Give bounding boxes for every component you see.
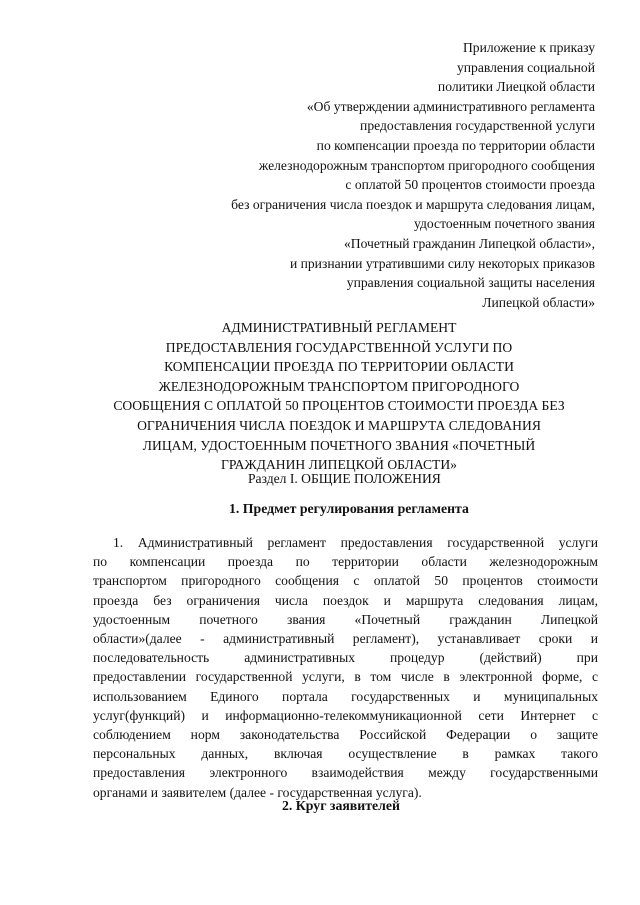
paragraph-line: предоставления электронного взаимодействия между государственными (93, 765, 598, 781)
paragraph-line: услуг(функций) и информационно-телекоммуникационной сети Интернет с (93, 707, 598, 723)
title-line: ЖЕЛЕЗНОДОРОЖНЫМ ТРАНСПОРТОМ ПРИГОРОДНОГО (158, 378, 520, 394)
paragraph-line: проезда без ограничения числа поездок и маршрута следования лицам, (93, 592, 598, 608)
paragraph-line: удостоенным почетного звания «Почетный гражданин Липецкой (93, 611, 598, 627)
appendix-line: Приложение к приказу (462, 40, 595, 55)
title-line: ГРАЖДАНИН ЛИПЕЦКОЙ ОБЛАСТИ» (221, 457, 457, 473)
appendix-line: без ограничения числа поездок и маршрута следования лицам, (231, 196, 595, 212)
appendix-line: удостоенным почетного звания (414, 216, 595, 232)
appendix-line: с оплатой 50 процентов стоимости проезда (345, 177, 595, 193)
appendix-line: предоставления государственной услуги (360, 118, 595, 134)
subheading-applicants: 2. Круг заявителей (282, 798, 400, 813)
appendix-line: политики Лиецкой области (437, 79, 595, 95)
title-line: ОГРАНИЧЕНИЯ ЧИСЛА ПОЕЗДОК И МАРШРУТА СЛЕДОВАНИЯ (137, 417, 541, 433)
paragraph-line: соблюдением норм законодательства Российской Федерации о защите (93, 727, 598, 743)
appendix-line: «Об утверждении административного регламента (306, 98, 595, 114)
title-line: АДМИНИСТРАТИВНЫЙ РЕГЛАМЕНТ (221, 320, 457, 335)
appendix-line: железнодорожным транспортом пригородного сообщения (258, 157, 595, 173)
paragraph-line: последовательность административных процедур (действий) при (93, 650, 598, 666)
appendix-line: управления социальной защиты населения (346, 275, 595, 291)
appendix-line: и признании утратившими силу некоторых приказов (289, 255, 595, 271)
title-line: ПРЕДОСТАВЛЕНИЯ ГОСУДАРСТВЕННОЙ УСЛУГИ ПО (165, 339, 513, 355)
appendix-line: по компенсации проезда по территории области (316, 137, 595, 153)
appendix-line: «Почетный гражданин Липецкой области», (343, 235, 595, 251)
title-line: СООБЩЕНИЯ С ОПЛАТОЙ 50 ПРОЦЕНТОВ СТОИМОСТИ ПРОЕЗДА БЕЗ (113, 398, 565, 414)
paragraph-line: транспортом пригородного сообщения с оплатой 50 процентов стоимости (93, 573, 598, 589)
paragraph-line: области»(далее - административный регламент), устанавливает сроки и (93, 631, 598, 647)
subheading-subject: 1. Предмет регулирования регламента (229, 501, 469, 516)
paragraph-line: органами и заявителем (далее - государственная услуга). (93, 784, 422, 800)
title-line: ЛИЦАМ, УДОСТОЕННЫМ ПОЧЕТНОГО ЗВАНИЯ «ПОЧЕТНЫЙ (142, 437, 536, 453)
paragraph-line: использованием Единого портала государственных и муниципальных (93, 688, 598, 704)
document-title (72, 318, 606, 475)
paragraph-1 (93, 533, 598, 802)
appendix-line: управления социальной (456, 59, 595, 75)
paragraph-line: 1. Административный регламент предоставления государственной услуги (113, 535, 598, 550)
paragraph-line: персональных данных, включая осуществление в рамках такого (93, 746, 598, 762)
appendix-line: Липецкой области» (482, 294, 595, 310)
paragraph-line: предоставлении государственной услуги, в том числе в электронной форме, с (93, 669, 598, 685)
paragraph-line: по компенсации проезда по территории области железнодорожным (93, 554, 598, 570)
title-line: КОМПЕНСАЦИИ ПРОЕЗДА ПО ТЕРРИТОРИИ ОБЛАСТИ (164, 359, 514, 375)
appendix-block (135, 38, 595, 312)
section-heading: Раздел I. ОБЩИЕ ПОЛОЖЕНИЯ (248, 471, 441, 486)
